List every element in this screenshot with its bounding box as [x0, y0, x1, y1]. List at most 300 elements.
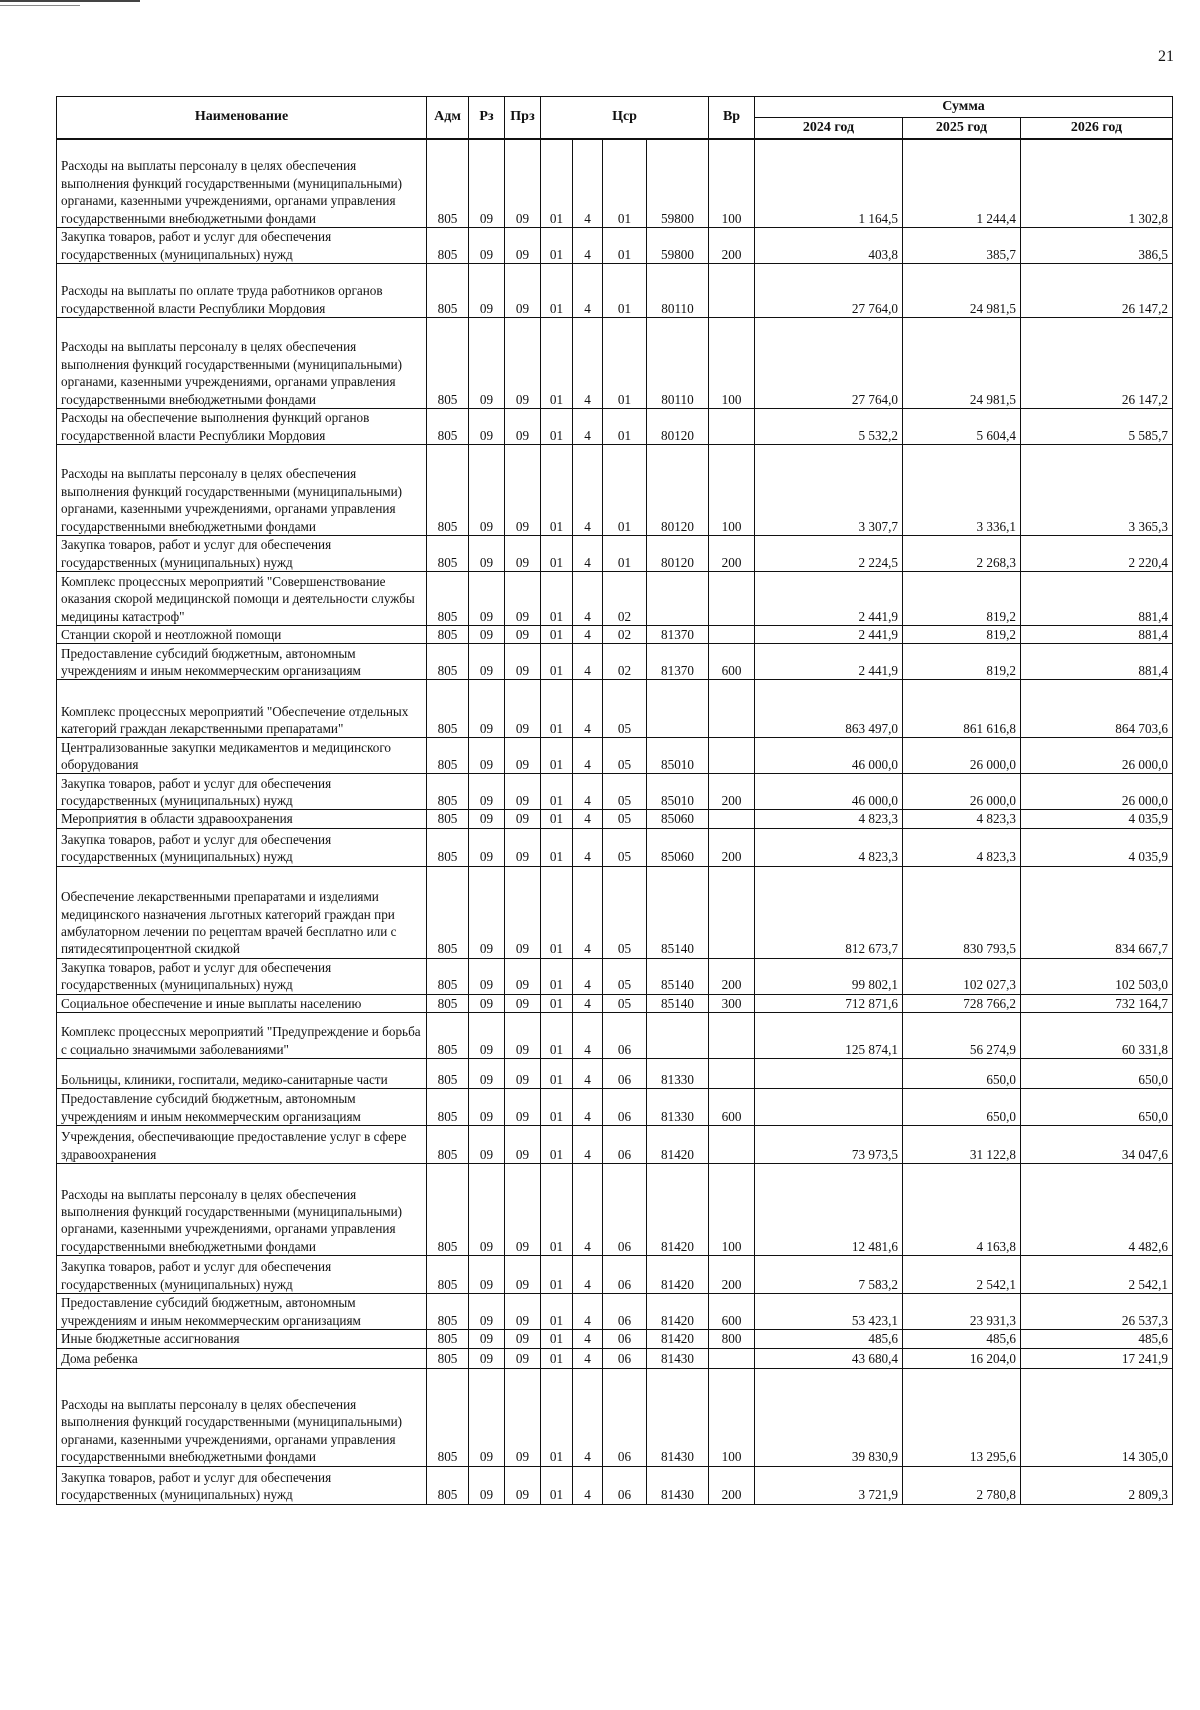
amount-2025: 650,0	[903, 1059, 1021, 1089]
csr-type-code: 4	[573, 572, 603, 626]
vr-code: 200	[709, 1466, 755, 1504]
vr-code: 600	[709, 1294, 755, 1330]
prz-code: 09	[505, 1348, 541, 1368]
csr-complex-code: 05	[603, 866, 647, 958]
csr-program-code: 01	[541, 318, 573, 409]
item-name: Комплекс процессных мероприятий "Совершенствование оказания скорой медицинской помощи и деятельности службы медицины катастроф"	[57, 572, 427, 626]
csr-type-code: 4	[573, 644, 603, 680]
table-row	[57, 1164, 1173, 1256]
column-header-csr: Цср	[541, 97, 709, 139]
vr-code	[709, 866, 755, 958]
amount-2025: 5 604,4	[903, 409, 1021, 445]
prz-code: 09	[505, 228, 541, 264]
csr-type-code: 4	[573, 626, 603, 644]
prz-code: 09	[505, 626, 541, 644]
prz-code: 09	[505, 738, 541, 774]
item-name: Учреждения, обеспечивающие предоставление услуг в сфере здравоохранения	[57, 1126, 427, 1164]
csr-complex-code: 06	[603, 1089, 647, 1126]
csr-program-code: 01	[541, 958, 573, 994]
amount-2026: 2 220,4	[1021, 536, 1173, 572]
csr-complex-code: 05	[603, 994, 647, 1012]
csr-type-code: 4	[573, 1348, 603, 1368]
rz-code: 09	[469, 1013, 505, 1059]
csr-type-code: 4	[573, 318, 603, 409]
amount-2025: 2 780,8	[903, 1466, 1021, 1504]
csr-complex-code: 01	[603, 140, 647, 228]
table-row	[57, 228, 1173, 264]
prz-code: 09	[505, 140, 541, 228]
amount-2024	[755, 1089, 903, 1126]
csr-program-code: 01	[541, 1164, 573, 1256]
prz-code: 09	[505, 318, 541, 409]
amount-2024: 39 830,9	[755, 1368, 903, 1466]
amount-2025: 4 823,3	[903, 810, 1021, 828]
amount-2024: 2 441,9	[755, 626, 903, 644]
prz-code: 09	[505, 1059, 541, 1089]
amount-2025: 2 268,3	[903, 536, 1021, 572]
csr-complex-code: 01	[603, 264, 647, 318]
csr-type-code: 4	[573, 1059, 603, 1089]
amount-2026: 732 164,7	[1021, 994, 1173, 1012]
amount-2026: 650,0	[1021, 1059, 1173, 1089]
amount-2026: 14 305,0	[1021, 1368, 1173, 1466]
vr-code: 600	[709, 644, 755, 680]
amount-2025: 1 244,4	[903, 140, 1021, 228]
rz-code: 09	[469, 1330, 505, 1348]
vr-code: 200	[709, 536, 755, 572]
amount-2025: 819,2	[903, 644, 1021, 680]
table-row	[57, 866, 1173, 958]
amount-2024: 2 441,9	[755, 644, 903, 680]
csr-direction-code: 81420	[647, 1164, 709, 1256]
table-row	[57, 1368, 1173, 1466]
csr-program-code: 01	[541, 1013, 573, 1059]
csr-complex-code: 01	[603, 445, 647, 536]
item-name: Расходы на обеспечение выполнения функций органов государственной власти Республики Мордовия	[57, 409, 427, 445]
prz-code: 09	[505, 264, 541, 318]
csr-complex-code: 05	[603, 680, 647, 738]
vr-code	[709, 626, 755, 644]
csr-program-code: 01	[541, 1059, 573, 1089]
amount-2024: 3 721,9	[755, 1466, 903, 1504]
amount-2024: 403,8	[755, 228, 903, 264]
adm-code: 805	[427, 1368, 469, 1466]
csr-complex-code: 05	[603, 738, 647, 774]
item-name: Закупка товаров, работ и услуг для обеспечения государственных (муниципальных) нужд	[57, 228, 427, 264]
vr-code: 200	[709, 1256, 755, 1294]
rz-code: 09	[469, 828, 505, 866]
rz-code: 09	[469, 958, 505, 994]
prz-code: 09	[505, 1164, 541, 1256]
table-row	[57, 994, 1173, 1012]
adm-code: 805	[427, 318, 469, 409]
table-row	[57, 626, 1173, 644]
prz-code: 09	[505, 644, 541, 680]
adm-code: 805	[427, 866, 469, 958]
csr-type-code: 4	[573, 680, 603, 738]
csr-program-code: 01	[541, 409, 573, 445]
csr-direction-code: 85140	[647, 994, 709, 1012]
rz-code: 09	[469, 1059, 505, 1089]
rz-code: 09	[469, 1368, 505, 1466]
amount-2026: 864 703,6	[1021, 680, 1173, 738]
adm-code: 805	[427, 409, 469, 445]
prz-code: 09	[505, 828, 541, 866]
table-row	[57, 445, 1173, 536]
amount-2025: 728 766,2	[903, 994, 1021, 1012]
csr-complex-code: 05	[603, 828, 647, 866]
csr-direction-code: 80110	[647, 264, 709, 318]
amount-2024: 2 224,5	[755, 536, 903, 572]
item-name: Мероприятия в области здравоохранения	[57, 810, 427, 828]
item-name: Закупка товаров, работ и услуг для обеспечения государственных (муниципальных) нужд	[57, 958, 427, 994]
vr-code: 200	[709, 774, 755, 810]
amount-2026: 2 542,1	[1021, 1256, 1173, 1294]
amount-2026: 5 585,7	[1021, 409, 1173, 445]
amount-2025: 830 793,5	[903, 866, 1021, 958]
amount-2025: 4 823,3	[903, 828, 1021, 866]
amount-2025: 3 336,1	[903, 445, 1021, 536]
csr-type-code: 4	[573, 1368, 603, 1466]
csr-direction-code: 81330	[647, 1089, 709, 1126]
item-name: Закупка товаров, работ и услуг для обеспечения государственных (муниципальных) нужд	[57, 774, 427, 810]
amount-2025: 2 542,1	[903, 1256, 1021, 1294]
rz-code: 09	[469, 572, 505, 626]
csr-program-code: 01	[541, 1348, 573, 1368]
rz-code: 09	[469, 1256, 505, 1294]
csr-complex-code: 02	[603, 572, 647, 626]
csr-complex-code: 06	[603, 1013, 647, 1059]
csr-complex-code: 06	[603, 1059, 647, 1089]
item-name: Предоставление субсидий бюджетным, автономным учреждениям и иным некоммерческим организациям	[57, 1294, 427, 1330]
table-row	[57, 1294, 1173, 1330]
csr-type-code: 4	[573, 958, 603, 994]
prz-code: 09	[505, 1089, 541, 1126]
amount-2026: 386,5	[1021, 228, 1173, 264]
vr-code	[709, 680, 755, 738]
amount-2026: 26 000,0	[1021, 774, 1173, 810]
csr-complex-code: 06	[603, 1368, 647, 1466]
amount-2026: 485,6	[1021, 1330, 1173, 1348]
item-name: Комплекс процессных мероприятий "Обеспечение отдельных категорий граждан лекарственными препаратами"	[57, 680, 427, 738]
prz-code: 09	[505, 1294, 541, 1330]
table-row	[57, 318, 1173, 409]
vr-code	[709, 409, 755, 445]
rz-code: 09	[469, 264, 505, 318]
item-name: Расходы на выплаты по оплате труда работников органов государственной власти Республики Мордовия	[57, 264, 427, 318]
amount-2026: 17 241,9	[1021, 1348, 1173, 1368]
amount-2025: 23 931,3	[903, 1294, 1021, 1330]
amount-2024: 125 874,1	[755, 1013, 903, 1059]
amount-2025: 31 122,8	[903, 1126, 1021, 1164]
csr-complex-code: 06	[603, 1330, 647, 1348]
rz-code: 09	[469, 626, 505, 644]
amount-2025: 819,2	[903, 626, 1021, 644]
amount-2026: 650,0	[1021, 1089, 1173, 1126]
rz-code: 09	[469, 140, 505, 228]
item-name: Социальное обеспечение и иные выплаты населению	[57, 994, 427, 1012]
table-row	[57, 1348, 1173, 1368]
table-row	[57, 1089, 1173, 1126]
column-header-adm: Адм	[427, 97, 469, 139]
vr-code: 200	[709, 828, 755, 866]
prz-code: 09	[505, 958, 541, 994]
amount-2024: 27 764,0	[755, 264, 903, 318]
rz-code: 09	[469, 1294, 505, 1330]
item-name: Предоставление субсидий бюджетным, автономным учреждениям и иным некоммерческим организациям	[57, 644, 427, 680]
item-name: Дома ребенка	[57, 1348, 427, 1368]
table-row	[57, 1059, 1173, 1089]
csr-type-code: 4	[573, 409, 603, 445]
item-name: Больницы, клиники, госпитали, медико-санитарные части	[57, 1059, 427, 1089]
amount-2026: 4 035,9	[1021, 810, 1173, 828]
csr-program-code: 01	[541, 1126, 573, 1164]
adm-code: 805	[427, 738, 469, 774]
amount-2026: 4 035,9	[1021, 828, 1173, 866]
adm-code: 805	[427, 1126, 469, 1164]
csr-complex-code: 02	[603, 644, 647, 680]
csr-program-code: 01	[541, 866, 573, 958]
csr-direction-code	[647, 1013, 709, 1059]
csr-program-code: 01	[541, 994, 573, 1012]
rz-code: 09	[469, 774, 505, 810]
vr-code: 200	[709, 958, 755, 994]
rz-code: 09	[469, 228, 505, 264]
csr-program-code: 01	[541, 738, 573, 774]
amount-2024: 27 764,0	[755, 318, 903, 409]
amount-2024: 46 000,0	[755, 738, 903, 774]
csr-direction-code: 85010	[647, 738, 709, 774]
csr-complex-code: 05	[603, 774, 647, 810]
rz-code: 09	[469, 866, 505, 958]
csr-direction-code: 81330	[647, 1059, 709, 1089]
vr-code	[709, 572, 755, 626]
rz-code: 09	[469, 1126, 505, 1164]
column-header-year-2024: 2024 год	[755, 118, 903, 139]
csr-direction-code: 85060	[647, 810, 709, 828]
prz-code: 09	[505, 572, 541, 626]
prz-code: 09	[505, 1126, 541, 1164]
vr-code: 100	[709, 1368, 755, 1466]
table-row	[57, 828, 1173, 866]
csr-direction-code	[647, 572, 709, 626]
amount-2025: 26 000,0	[903, 738, 1021, 774]
csr-type-code: 4	[573, 1330, 603, 1348]
csr-direction-code: 80120	[647, 409, 709, 445]
rz-code: 09	[469, 994, 505, 1012]
column-header-year-2025: 2025 год	[903, 118, 1021, 139]
prz-code: 09	[505, 1330, 541, 1348]
csr-direction-code: 80120	[647, 536, 709, 572]
adm-code: 805	[427, 828, 469, 866]
column-header-year-2026: 2026 год	[1021, 118, 1173, 139]
amount-2025: 485,6	[903, 1330, 1021, 1348]
amount-2025: 16 204,0	[903, 1348, 1021, 1368]
table-row	[57, 1466, 1173, 1504]
csr-program-code: 01	[541, 264, 573, 318]
csr-program-code: 01	[541, 1330, 573, 1348]
table-row	[57, 1330, 1173, 1348]
adm-code: 805	[427, 1466, 469, 1504]
vr-code: 200	[709, 228, 755, 264]
vr-code	[709, 1348, 755, 1368]
csr-direction-code: 81430	[647, 1466, 709, 1504]
table-body	[57, 140, 1173, 1505]
item-name: Расходы на выплаты персоналу в целях обеспечения выполнения функций государственными (муниципальными) органами, казенными учреждениями, органами управления государственными внебюджетными фондами	[57, 1368, 427, 1466]
vr-code: 300	[709, 994, 755, 1012]
adm-code: 805	[427, 1059, 469, 1089]
csr-direction-code: 80110	[647, 318, 709, 409]
prz-code: 09	[505, 445, 541, 536]
scan-edge-mark	[0, 0, 140, 2]
vr-code: 100	[709, 1164, 755, 1256]
amount-2024: 485,6	[755, 1330, 903, 1348]
amount-2026: 2 809,3	[1021, 1466, 1173, 1504]
table-row	[57, 810, 1173, 828]
budget-table	[56, 96, 1173, 1505]
adm-code: 805	[427, 572, 469, 626]
amount-2026: 881,4	[1021, 572, 1173, 626]
csr-type-code: 4	[573, 1126, 603, 1164]
item-name: Расходы на выплаты персоналу в целях обеспечения выполнения функций государственными (муниципальными) органами, казенными учреждениями, органами управления государственными внебюджетными фондами	[57, 1164, 427, 1256]
amount-2024: 5 532,2	[755, 409, 903, 445]
csr-program-code: 01	[541, 572, 573, 626]
csr-program-code: 01	[541, 536, 573, 572]
adm-code: 805	[427, 445, 469, 536]
csr-type-code: 4	[573, 810, 603, 828]
table-row	[57, 738, 1173, 774]
amount-2024: 46 000,0	[755, 774, 903, 810]
rz-code: 09	[469, 738, 505, 774]
csr-type-code: 4	[573, 866, 603, 958]
prz-code: 09	[505, 680, 541, 738]
csr-type-code: 4	[573, 536, 603, 572]
adm-code: 805	[427, 228, 469, 264]
csr-direction-code: 81420	[647, 1126, 709, 1164]
vr-code: 100	[709, 140, 755, 228]
adm-code: 805	[427, 140, 469, 228]
csr-program-code: 01	[541, 1256, 573, 1294]
amount-2025: 24 981,5	[903, 318, 1021, 409]
rz-code: 09	[469, 409, 505, 445]
adm-code: 805	[427, 810, 469, 828]
csr-complex-code: 05	[603, 958, 647, 994]
csr-program-code: 01	[541, 228, 573, 264]
csr-program-code: 01	[541, 1089, 573, 1126]
table-row	[57, 958, 1173, 994]
adm-code: 805	[427, 1013, 469, 1059]
prz-code: 09	[505, 1368, 541, 1466]
rz-code: 09	[469, 810, 505, 828]
item-name: Комплекс процессных мероприятий "Предупреждение и борьба с социально значимыми заболеваниями"	[57, 1013, 427, 1059]
table-row	[57, 572, 1173, 626]
amount-2026: 881,4	[1021, 644, 1173, 680]
amount-2024: 712 871,6	[755, 994, 903, 1012]
amount-2025: 819,2	[903, 572, 1021, 626]
adm-code: 805	[427, 1294, 469, 1330]
vr-code: 100	[709, 445, 755, 536]
prz-code: 09	[505, 1013, 541, 1059]
table-row	[57, 1013, 1173, 1059]
adm-code: 805	[427, 264, 469, 318]
adm-code: 805	[427, 1256, 469, 1294]
csr-complex-code: 02	[603, 626, 647, 644]
csr-type-code: 4	[573, 738, 603, 774]
page-number: 21	[1158, 48, 1174, 65]
amount-2025: 13 295,6	[903, 1368, 1021, 1466]
csr-program-code: 01	[541, 626, 573, 644]
csr-program-code: 01	[541, 774, 573, 810]
csr-direction-code: 81430	[647, 1348, 709, 1368]
csr-complex-code: 05	[603, 810, 647, 828]
column-header-prz: Прз	[505, 97, 541, 139]
csr-type-code: 4	[573, 828, 603, 866]
table-row	[57, 140, 1173, 228]
item-name: Станции скорой и неотложной помощи	[57, 626, 427, 644]
amount-2024: 2 441,9	[755, 572, 903, 626]
item-name: Расходы на выплаты персоналу в целях обеспечения выполнения функций государственными (муниципальными) органами, казенными учреждениями, органами управления государственными внебюджетными фондами	[57, 318, 427, 409]
csr-direction-code: 85060	[647, 828, 709, 866]
prz-code: 09	[505, 810, 541, 828]
adm-code: 805	[427, 536, 469, 572]
vr-code	[709, 264, 755, 318]
csr-direction-code: 85140	[647, 958, 709, 994]
rz-code: 09	[469, 536, 505, 572]
csr-program-code: 01	[541, 445, 573, 536]
column-header-name: Наименование	[57, 97, 427, 139]
amount-2024: 99 802,1	[755, 958, 903, 994]
amount-2026: 34 047,6	[1021, 1126, 1173, 1164]
amount-2024: 43 680,4	[755, 1348, 903, 1368]
csr-type-code: 4	[573, 1089, 603, 1126]
amount-2024: 7 583,2	[755, 1256, 903, 1294]
csr-program-code: 01	[541, 810, 573, 828]
item-name: Закупка товаров, работ и услуг для обеспечения государственных (муниципальных) нужд	[57, 1256, 427, 1294]
adm-code: 805	[427, 1330, 469, 1348]
prz-code: 09	[505, 1256, 541, 1294]
vr-code: 600	[709, 1089, 755, 1126]
csr-complex-code: 06	[603, 1348, 647, 1368]
item-name: Предоставление субсидий бюджетным, автономным учреждениям и иным некоммерческим организациям	[57, 1089, 427, 1126]
prz-code: 09	[505, 409, 541, 445]
adm-code: 805	[427, 626, 469, 644]
amount-2024: 4 823,3	[755, 828, 903, 866]
csr-complex-code: 06	[603, 1126, 647, 1164]
amount-2024: 3 307,7	[755, 445, 903, 536]
csr-complex-code: 01	[603, 536, 647, 572]
csr-direction-code: 81420	[647, 1330, 709, 1348]
adm-code: 805	[427, 1348, 469, 1368]
rz-code: 09	[469, 445, 505, 536]
table-row	[57, 644, 1173, 680]
amount-2026: 4 482,6	[1021, 1164, 1173, 1256]
amount-2025: 102 027,3	[903, 958, 1021, 994]
table-row	[57, 680, 1173, 738]
csr-direction-code: 81370	[647, 626, 709, 644]
csr-type-code: 4	[573, 140, 603, 228]
item-name: Закупка товаров, работ и услуг для обеспечения государственных (муниципальных) нужд	[57, 828, 427, 866]
amount-2024: 863 497,0	[755, 680, 903, 738]
amount-2026: 26 147,2	[1021, 264, 1173, 318]
column-header-rz: Рз	[469, 97, 505, 139]
amount-2026: 834 667,7	[1021, 866, 1173, 958]
csr-direction-code: 81430	[647, 1368, 709, 1466]
rz-code: 09	[469, 680, 505, 738]
amount-2024: 4 823,3	[755, 810, 903, 828]
vr-code	[709, 738, 755, 774]
csr-type-code: 4	[573, 445, 603, 536]
vr-code	[709, 1059, 755, 1089]
